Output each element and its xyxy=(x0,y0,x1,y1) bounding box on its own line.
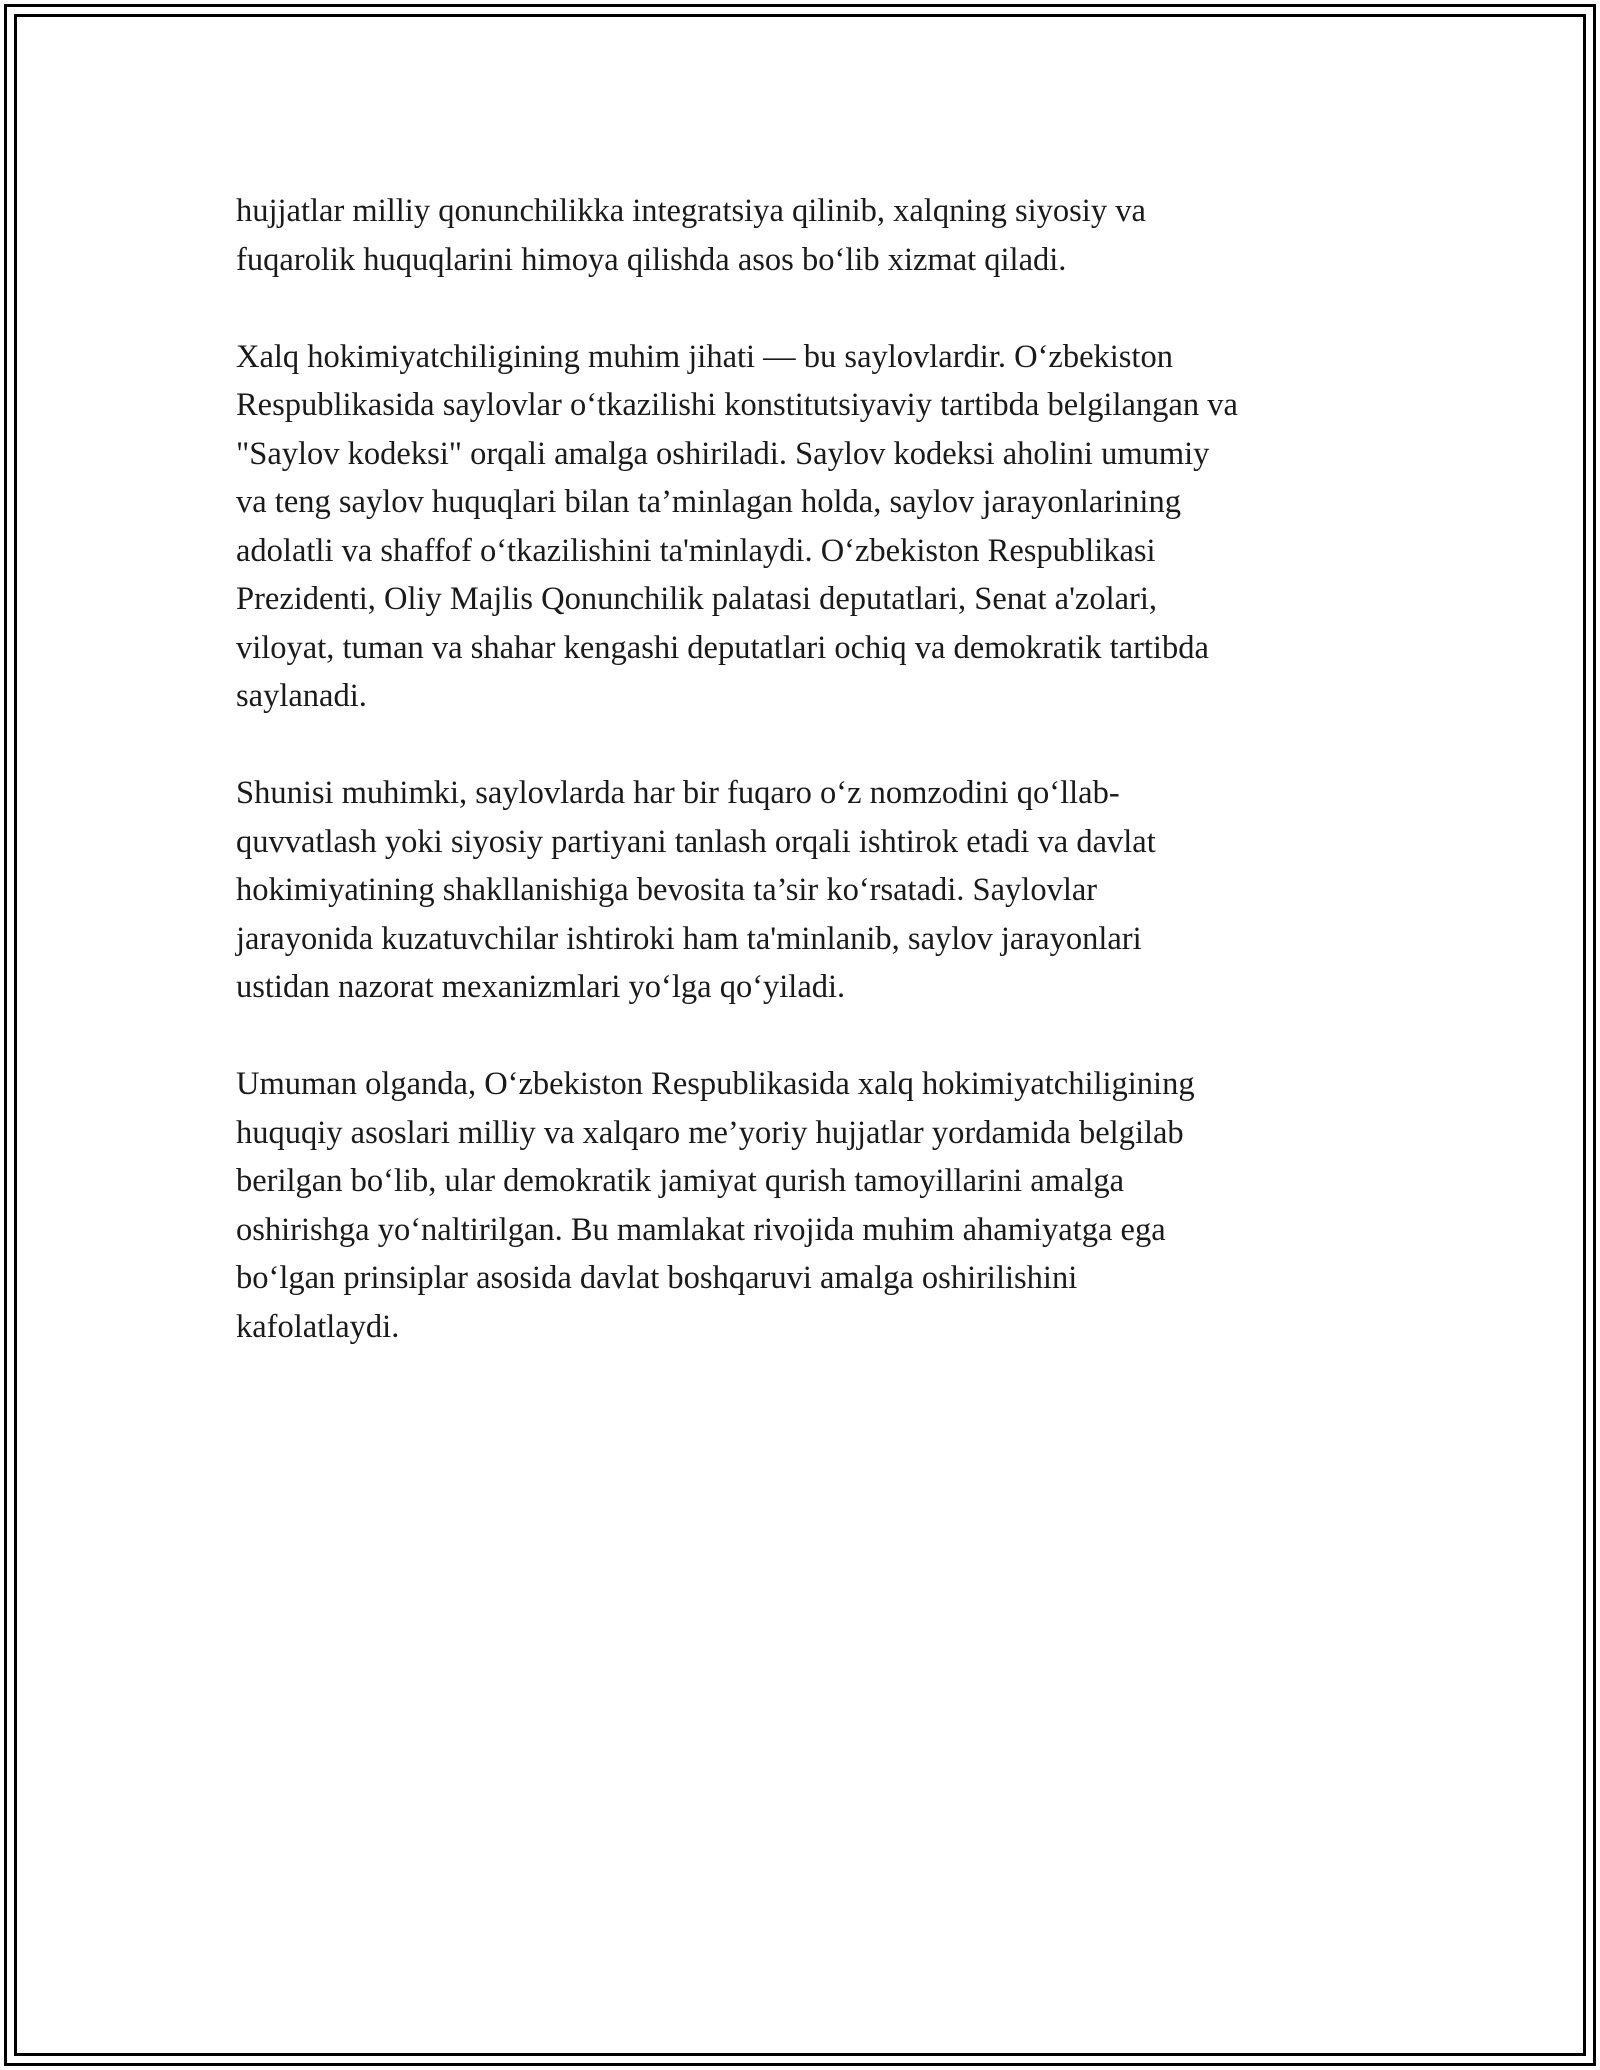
text-line: fuqarolik huquqlarini himoya qilishda asos bo‘lib xizmat qiladi. xyxy=(236,241,1067,278)
text-line: Shunisi muhimki, saylovlarda har bir fuqaro o‘z nomzodini qo‘llab- xyxy=(236,775,1120,811)
text-line: Umuman olganda, O‘zbekiston Respublikasida xalq hokimiyatchiligining xyxy=(236,1066,1195,1102)
text-line: hokimiyatining shakllanishiga bevosita ta’sir ko‘rsatadi. Saylovlar xyxy=(236,872,1098,908)
paragraph-3 xyxy=(236,769,1376,1012)
document-body xyxy=(236,187,1376,1400)
paragraph-4 xyxy=(236,1060,1376,1351)
text-line: adolatli va shaffof o‘tkazilishini ta'minlaydi. O‘zbekiston Respublikasi xyxy=(236,532,1156,569)
text-line: jarayonida kuzatuvchilar ishtiroki ham ta'minlanib, saylov jarayonlari xyxy=(236,920,1142,957)
text-line: Xalq hokimiyatchiligining muhim jihati — bu saylovlardir. O‘zbekiston xyxy=(236,338,1173,375)
text-line: huquqiy asoslari milliy va xalqaro me’yoriy hujjatlar yordamida belgilab xyxy=(236,1114,1184,1151)
text-line: berilgan bo‘lib, ular demokratik jamiyat qurish tamoyillarini amalga xyxy=(236,1163,1125,1199)
text-line: "Saylov kodeksi" orqali amalga oshiriladi. Saylov kodeksi aholini umumiy xyxy=(236,435,1210,472)
text-line: saylanadi. xyxy=(236,678,367,714)
text-line: va teng saylov huquqlari bilan ta’minlagan holda, saylov jarayonlarining xyxy=(236,484,1181,520)
text-line: Respublikasida saylovlar o‘tkazilishi konstitutsiyaviy tartibda belgilangan va xyxy=(236,387,1238,423)
text-line: kafolatlaydi. xyxy=(236,1308,400,1345)
text-line: ustidan nazorat mexanizmlari yo‘lga qo‘yiladi. xyxy=(236,969,846,1005)
text-line: viloyat, tuman va shahar kengashi deputatlari ochiq va demokratik tartibda xyxy=(236,629,1209,666)
paragraph-2 xyxy=(236,333,1376,721)
text-line: Prezidenti, Oliy Majlis Qonunchilik palatasi deputatlari, Senat a'zolari, xyxy=(236,581,1158,617)
text-line: hujjatlar milliy qonunchilikka integratsiya qilinib, xalqning siyosiy va xyxy=(236,193,1146,229)
text-line: quvvatlash yoki siyosiy partiyani tanlash orqali ishtirok etadi va davlat xyxy=(236,823,1156,860)
paragraph-1 xyxy=(236,187,1376,284)
text-line: bo‘lgan prinsiplar asosida davlat boshqaruvi amalga oshirilishini xyxy=(236,1260,1078,1296)
text-line: oshirishga yo‘naltirilgan. Bu mamlakat rivojida muhim ahamiyatga ega xyxy=(236,1211,1166,1248)
